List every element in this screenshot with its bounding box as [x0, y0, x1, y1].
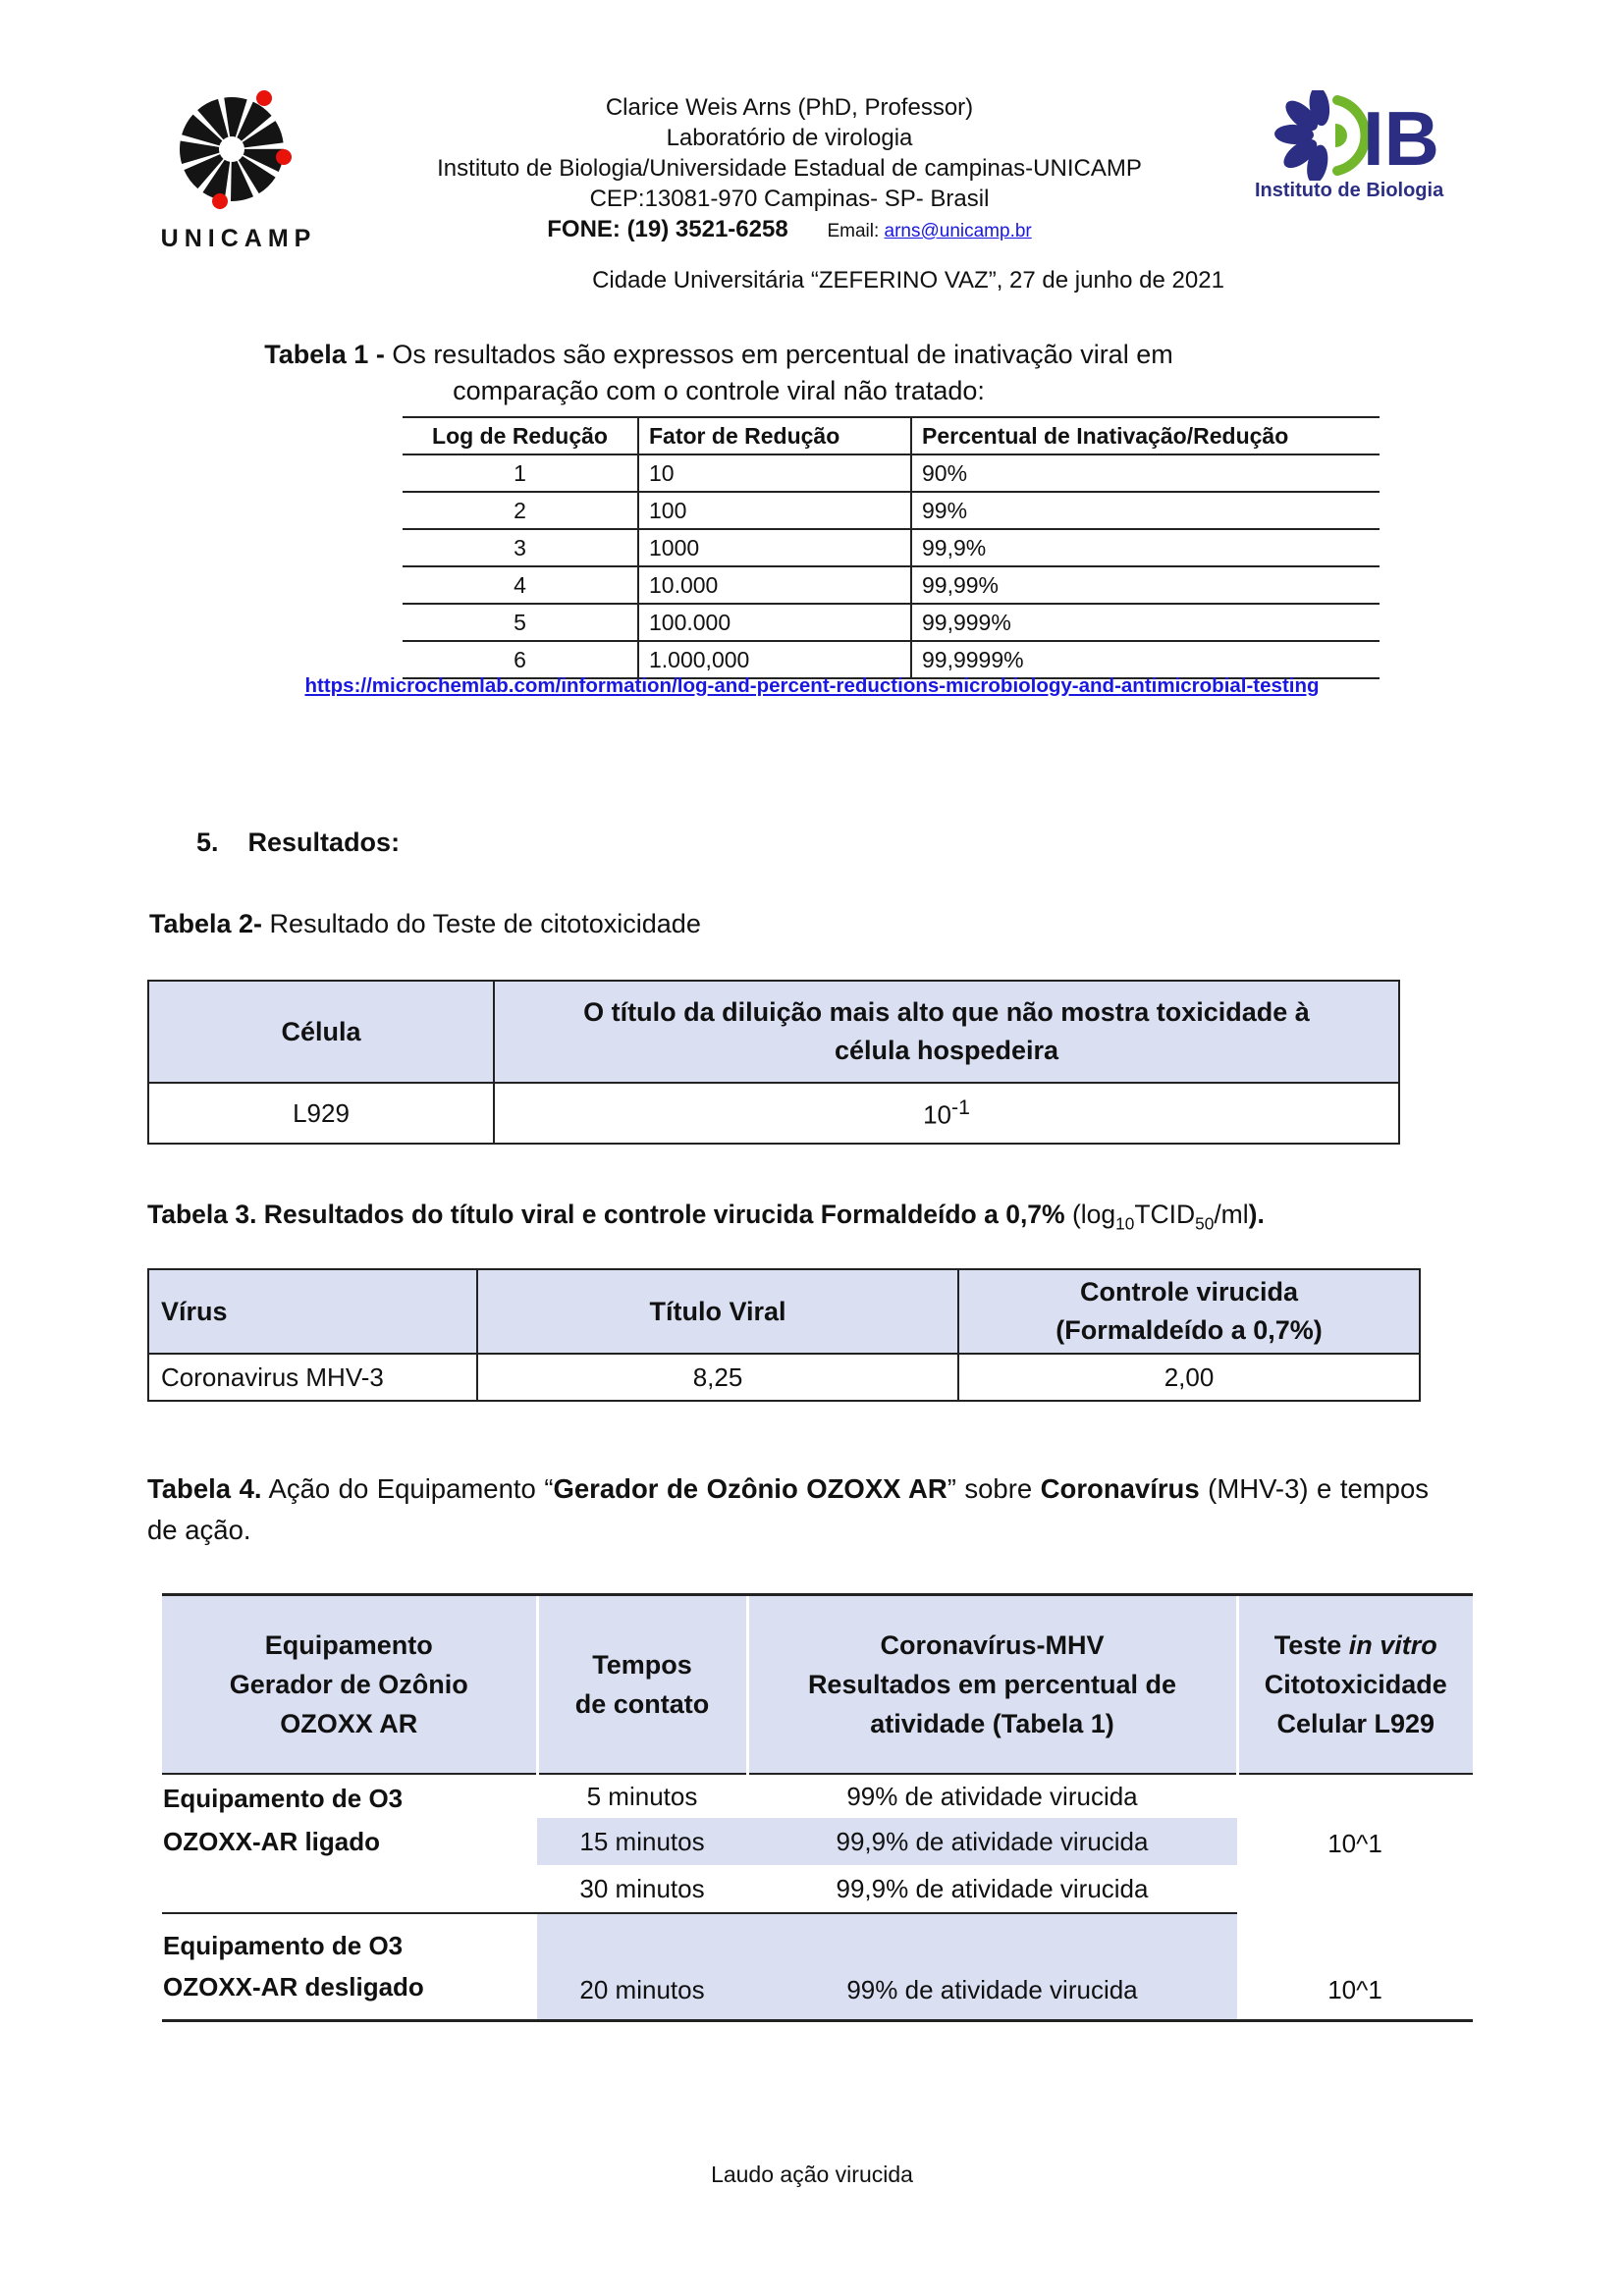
table4: [162, 1593, 1473, 2022]
email-label: Email:: [827, 221, 885, 241]
col-header: Célula: [148, 981, 494, 1083]
virucidal-result: 99,9% de atividade virucida: [836, 1873, 1149, 1903]
table-row: 2 100 99%: [403, 492, 1380, 529]
table4-caption: Tabela 4. Ação do Equipamento “Gerador de Ozônio OZOXX AR” sobre Coronavírus (MHV-3) e tempos de ação.: [147, 1473, 1429, 1545]
contact-name: Clarice Weis Arns (PhD, Professor): [605, 94, 974, 121]
table2-caption-label: Tabela 2-: [149, 909, 263, 938]
source-link[interactable]: https://microchemlab.com/information/log-and-percent-reductions-microbiology-and-antimicrobial-testing: [304, 674, 1320, 697]
contact-time: 15 minutos: [537, 1818, 747, 1865]
table-row: 1 10 90%: [403, 454, 1380, 492]
titer-value: $10^{-1}$: [494, 1083, 1399, 1144]
cytotox-value: 10^1: [1237, 1913, 1473, 2021]
contact-time: 5 minutos: [586, 1781, 698, 1811]
table2: [147, 980, 1400, 1145]
virucidal-result: 99,9% de atividade virucida: [747, 1818, 1237, 1865]
col-header: Título Viral: [477, 1269, 958, 1354]
viral-titer: 8,25: [477, 1354, 958, 1401]
table-row: [148, 1083, 1399, 1144]
source-link-line: [0, 674, 1624, 698]
contact-time: 30 minutos: [579, 1873, 705, 1903]
equipment-off-label: Equipamento de O3 OZOXX-AR desligado: [162, 1913, 537, 2021]
section-number: 5.: [196, 828, 219, 857]
section-heading-resultados: [196, 828, 400, 858]
letterhead: [145, 84, 1492, 253]
virucidal-control: 2,00: [958, 1354, 1420, 1401]
unicamp-logo: [145, 84, 332, 253]
section-title: Resultados:: [247, 828, 401, 857]
col-header: Log de Redução: [403, 417, 638, 454]
table-row: [162, 1913, 1473, 2021]
ib-caption: Instituto de Biologia: [1255, 180, 1444, 201]
virucidal-result: 99% de atividade virucida: [846, 1781, 1138, 1811]
table2-caption: Tabela 2- Resultado do Teste de citotoxicidade: [149, 909, 701, 938]
col-header: Fator de Redução: [638, 417, 911, 454]
ib-logo: [1247, 84, 1492, 202]
ib-flower-icon: [1247, 90, 1483, 181]
col-header-results: Coronavírus-MHV Resultados em percentual de atividade (Tabela 1): [747, 1595, 1237, 1775]
table-row: 4 10.000 99,99%: [403, 566, 1380, 604]
contact-time: 20 minutos: [537, 1913, 747, 2021]
table1-caption-label: Tabela 1 -: [264, 340, 393, 369]
unicamp-seal-icon: [155, 84, 322, 220]
ib-acronym: IB: [1363, 95, 1439, 181]
col-header-cytotox: Teste in vitro Citotoxicidade Celular L929: [1237, 1595, 1473, 1775]
table-row: 3 1000 99,9%: [403, 529, 1380, 566]
table3-caption: Tabela 3. Resultados do título viral e controle virucida Formaldeído a 0,7% $(\log_{10}TCID_{50}/ml)$.: [147, 1200, 1265, 1234]
table1: [403, 416, 1380, 679]
virucidal-result: 99% de atividade virucida: [747, 1913, 1237, 2021]
equipment-on-label: Equipamento de O3 OZOXX-AR ligado: [163, 1784, 404, 1856]
cell-line: L929: [148, 1083, 494, 1144]
contact-address: CEP:13081-970 Campinas- SP- Brasil: [589, 186, 990, 212]
col-header: Vírus: [148, 1269, 477, 1354]
phone-number: FONE: (19) 3521-6258: [547, 216, 788, 242]
table-header-row: [148, 1269, 1420, 1354]
virus-name: Coronavirus MHV-3: [148, 1354, 477, 1401]
table1-caption: Tabela 1 - Os resultados são expressos em percentual de inativação viral em comparação com o controle viral não tratado:: [264, 340, 1173, 405]
table3: [147, 1268, 1421, 1402]
cytotox-value: 10^1: [1327, 1829, 1382, 1858]
table-row: 6 1.000,000 99,9999%: [403, 641, 1380, 678]
table-header-row: [162, 1595, 1473, 1775]
col-header-equipment: Equipamento Gerador de Ozônio OZOXX AR: [162, 1595, 537, 1775]
table-header-row: [148, 981, 1399, 1083]
contact-institute: Instituto de Biologia/Universidade Estadual de campinas-UNICAMP: [437, 155, 1142, 182]
col-header: Controle virucida (Formaldeído a 0,7%): [958, 1269, 1420, 1354]
col-header: Percentual de Inativação/Redução: [911, 417, 1380, 454]
table-row: [148, 1354, 1420, 1401]
contact-block: [332, 84, 1247, 246]
col-header-contact-time: Tempos de contato: [537, 1595, 747, 1775]
email-link[interactable]: arns@unicamp.br: [884, 221, 1032, 241]
dateline: Cidade Universitária “ZEFERINO VAZ”, 27 de junho de 2021: [592, 267, 1224, 294]
page-footer: Laudo ação virucida: [711, 2162, 913, 2187]
table-header-row: [403, 417, 1380, 454]
contact-lab: Laboratório de virologia: [666, 125, 913, 151]
table-row: 5 100.000 99,999%: [403, 604, 1380, 641]
unicamp-wordmark: UNICAMP: [160, 225, 317, 252]
table-row: [162, 1774, 1473, 1818]
contact-phone-line: [332, 214, 1247, 246]
col-header: O título da diluição mais alto que não mostra toxicidade à célula hospedeira: [494, 981, 1399, 1083]
